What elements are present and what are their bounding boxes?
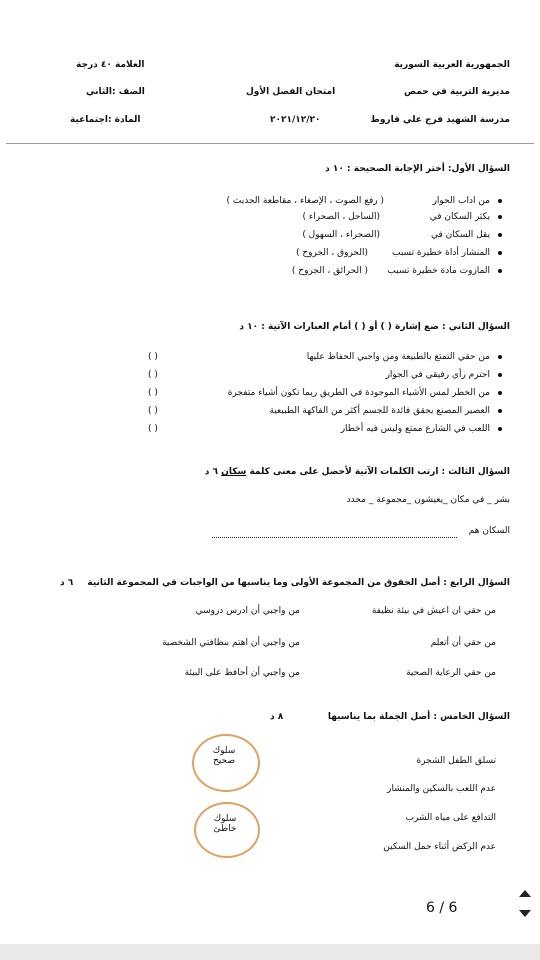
bullet-icon xyxy=(498,391,502,395)
q5-item: التدافع على مياه الشرب xyxy=(405,813,496,823)
q1-item: المنشار أداة خطيرة تسبب xyxy=(392,248,502,258)
q3-words: بشر _ في مكان _يعيشون _مجموعة _ محدد xyxy=(346,495,510,505)
q4-right: من حقي أن أتعلم xyxy=(430,638,496,648)
q3-keyword: سكان xyxy=(221,467,247,477)
q1-item: المازوت مادة خطيرة تسبب xyxy=(387,266,502,276)
correct-behavior-label: سلوك صحيح xyxy=(212,746,236,766)
bullet-icon xyxy=(498,233,502,237)
bullet-icon xyxy=(498,269,502,273)
q2-item: اللعب في الشارع ممتع وليس فيه أخطار xyxy=(341,424,502,434)
q5-item: تسلق الطفل الشجرة xyxy=(416,756,496,766)
bullet-icon xyxy=(498,251,502,255)
q1-choices: (الصحراء ، السهول ) xyxy=(302,230,380,240)
header-subject: المادة :اجتماعية xyxy=(70,115,141,125)
q1-item: يكثر السكان في xyxy=(430,212,502,222)
scroll-down-icon[interactable] xyxy=(519,910,531,917)
divider xyxy=(6,143,534,144)
bullet-icon xyxy=(498,199,502,203)
q5-item: عدم الركض أثناء حمل السكين xyxy=(383,842,496,852)
q4-mark: ٦ د xyxy=(60,578,74,588)
q5-title: السؤال الخامس : أصل الجملة بما يناسبها xyxy=(327,712,510,722)
scroll-up-icon[interactable] xyxy=(519,890,531,897)
header-exam: امتحان الفصل الأول xyxy=(246,87,336,97)
bullet-icon xyxy=(498,215,502,219)
q2-item: من حقي التمتع بالطبيعة ومن واجبي الحفاظ عليها xyxy=(307,352,502,362)
bullet-icon xyxy=(498,427,502,431)
header-country: الجمهورية العربية السورية xyxy=(394,60,510,70)
q4-duty: من واجبي أن اهتم بنظافتي الشخصية xyxy=(162,638,300,648)
q3-answer-label: السكان هم xyxy=(468,526,510,536)
header-grade: الصف :الثاني xyxy=(86,87,145,97)
q4-duty: من واجبي أن ادرس دروسي xyxy=(195,606,300,616)
bullet-icon xyxy=(498,355,502,359)
q2-answer-box[interactable]: ( ) xyxy=(148,370,158,380)
page-indicator: 6 / 6 xyxy=(426,900,458,916)
q5-mark: ٨ د xyxy=(270,712,284,722)
q1-choices: (الحروق ، الجروح ) xyxy=(295,248,368,258)
q2-item: من الخطر لمس الأشياء الموجودة في الطريق ربما تكون أشياء متفجرة xyxy=(228,388,502,398)
q2-answer-box[interactable]: ( ) xyxy=(148,406,158,416)
q2-item: العصير المصنع يحقق فائدة للجسم أكثر من الفاكهة الطبيعية xyxy=(270,406,503,416)
q2-item: احترم رأي رفيقي في الحوار xyxy=(386,370,502,380)
q3-mark: ٦ د xyxy=(204,467,219,477)
q4-duty: من واجبي أن أحافظ على البيئة xyxy=(184,668,300,678)
q2-answer-box[interactable]: ( ) xyxy=(148,388,158,398)
q4-right: من حقي الرعاية الصحية xyxy=(406,668,496,678)
header-directorate: مديرية التربية في حمص xyxy=(403,87,510,97)
q3-answer-line[interactable] xyxy=(212,537,457,538)
header-mark: العلامة ٤٠ درجة xyxy=(76,60,145,70)
wrong-behavior-label: سلوك خاطئ xyxy=(213,814,237,834)
q1-title: السؤال الأول: أختر الإجابة الصحيحة : ١٠ د xyxy=(325,164,510,174)
header-date: ٢٠٢١/١٢/٢٠ xyxy=(270,115,321,125)
bullet-icon xyxy=(498,373,502,377)
q4-right: من حقي ان اعيش في بيئة نظيفة xyxy=(371,606,496,616)
q1-choices: (الساحل ، الصحراء ) xyxy=(302,212,380,222)
q2-answer-box[interactable]: ( ) xyxy=(148,352,158,362)
header-school: مدرسة الشهيد فرج علي قاروط xyxy=(370,115,510,125)
q3-title: السؤال الثالث : ارتب الكلمات الآتية لأحصل على معنى كلمة سكان ٦ د xyxy=(204,467,510,477)
q5-item: عدم اللعب بالسكين والمنشار xyxy=(387,784,496,794)
q2-answer-box[interactable]: ( ) xyxy=(148,424,158,434)
q1-choices: ( رفع الصوت ، الإصغاء ، مقاطعة الحديث ) xyxy=(226,196,384,206)
q1-choices: ( الحرائق ، الجروح ) xyxy=(291,266,368,276)
bullet-icon xyxy=(498,409,502,413)
q1-item: من اداب الحوار xyxy=(433,196,502,206)
q1-item: يقل السكان في xyxy=(431,230,502,240)
q4-title: السؤال الرابع : أصل الحقوق من المجموعة الأولى وما يناسبها من الواجبات في المجموعة الثانية xyxy=(87,578,510,588)
q2-title: السؤال الثاني : ضع إشارة ( ) أو ( ) أمام العبارات الآتية : ١٠ د xyxy=(239,322,510,332)
